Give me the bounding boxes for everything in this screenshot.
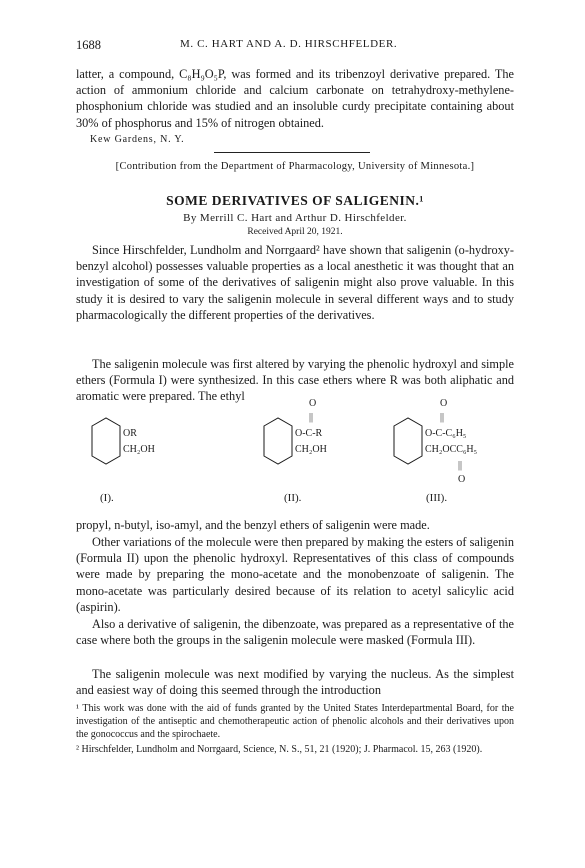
formula-2-double-bond: || <box>309 412 314 423</box>
paragraph-4: Other variations of the molecule were then prepared by making the esters of saligenin (Formula II) upon the phenolic hydroxyl. Representatives of this class of compounds were made by preparing the mono-acetate and the monobenzoate of saligenin. The mono-acetate was particularly desired because of its relation to acetyl salicylic acid (aspirin). <box>76 535 514 614</box>
formula-3-label: (III). <box>426 492 448 504</box>
benzene-ring-3 <box>394 418 422 464</box>
paragraph-1: Since Hirschfelder, Lundholm and Norrgaard² have shown that saligenin (o-hydroxy-benzyl alcohol) possesses valuable properties as a local anesthetic it was thought that an investigation of some of the derivatives of saligenin might also prove valuable. In this study it is desired to vary the saligenin molecule in several different ways and to study pharmacologically the different properties of the derivatives. <box>76 243 514 322</box>
formula-3-oxygen-top: O <box>440 398 448 409</box>
formula-3-substituent-2: CH₂OCC₆H₅ <box>425 444 478 455</box>
paragraph-2: The saligenin molecule was first altered by varying the phenolic hydroxyl and simple ethers (Formula I) were synthesized. In this case ethers where R was both aliphatic and aromatic were prepared. The ethyl <box>76 357 514 404</box>
benzene-ring-1 <box>92 418 120 464</box>
location-note: Kew Gardens, N. Y. <box>90 134 185 145</box>
formula-2-substituent-1: O-C-R <box>295 428 323 439</box>
article-title: SOME DERIVATIVES OF SALIGENIN.¹ <box>166 193 424 208</box>
benzene-ring-2 <box>264 418 292 464</box>
formula-1-substituent-1: OR <box>123 428 137 439</box>
page-header <box>76 38 514 56</box>
section-divider <box>214 152 370 153</box>
paragraph-5: Also a derivative of saligenin, the dibenzoate, was prepared as a representative of the case where both the groups in the saligenin molecule were masked (Formula III). <box>76 617 514 648</box>
formula-3-oxygen-bottom: O <box>458 474 466 485</box>
formula-figure <box>76 398 514 514</box>
formula-3-double-bond-top: || <box>440 412 445 423</box>
formula-2-substituent-2: CH₂OH <box>295 444 327 455</box>
formula-2-oxygen: O <box>309 398 317 409</box>
formula-3-substituent-1: O-C-C₆H₅ <box>425 428 467 439</box>
footnote-1: ¹ This work was done with the aid of funds granted by the United States Interdepartmental Board, for the investigation of the antiseptic and chemotherapeutic action of phenolic alcohols and their derivatives upon the gonococcus and the spirochaete. <box>76 703 514 740</box>
received-date: Received April 20, 1921. <box>247 227 343 237</box>
formula-3-double-bond-bottom: || <box>458 460 463 471</box>
formula-2-label: (II). <box>284 492 302 504</box>
formula-1-label: (I). <box>100 492 114 504</box>
formula-1-substituent-2: CH₂OH <box>123 444 155 455</box>
contribution-note: [Contribution from the Department of Pharmacology, University of Minnesota.] <box>115 161 475 172</box>
page-number: 1688 <box>76 38 101 52</box>
intro-paragraph: latter, a compound, C₈H₉O₅P, was formed and its tribenzoyl derivative prepared. The action of ammonium chloride and calcium carbonate on tetrahydroxy-methylene-phosphonium chloride was studied and an insoluble curdy precipitate containing about 30% of phosphorus and 15% of nitrogen obtained. <box>76 67 514 130</box>
paragraph-6: The saligenin molecule was next modified by varying the nucleus. As the simplest and easiest way of doing this seemed through the introduction <box>76 667 514 698</box>
running-title: M. C. HART AND A. D. HIRSCHFELDER. <box>180 38 398 50</box>
article-byline: By Merrill C. Hart and Arthur D. Hirschfelder. <box>183 212 407 224</box>
paragraph-3: propyl, n-butyl, iso-amyl, and the benzyl ethers of saligenin were made. <box>76 518 430 532</box>
footnote-2: ² Hirschfelder, Lundholm and Norrgaard, Science, N. S., 51, 21 (1920); J. Pharmacol. 15, 263 (1920). <box>76 744 483 755</box>
